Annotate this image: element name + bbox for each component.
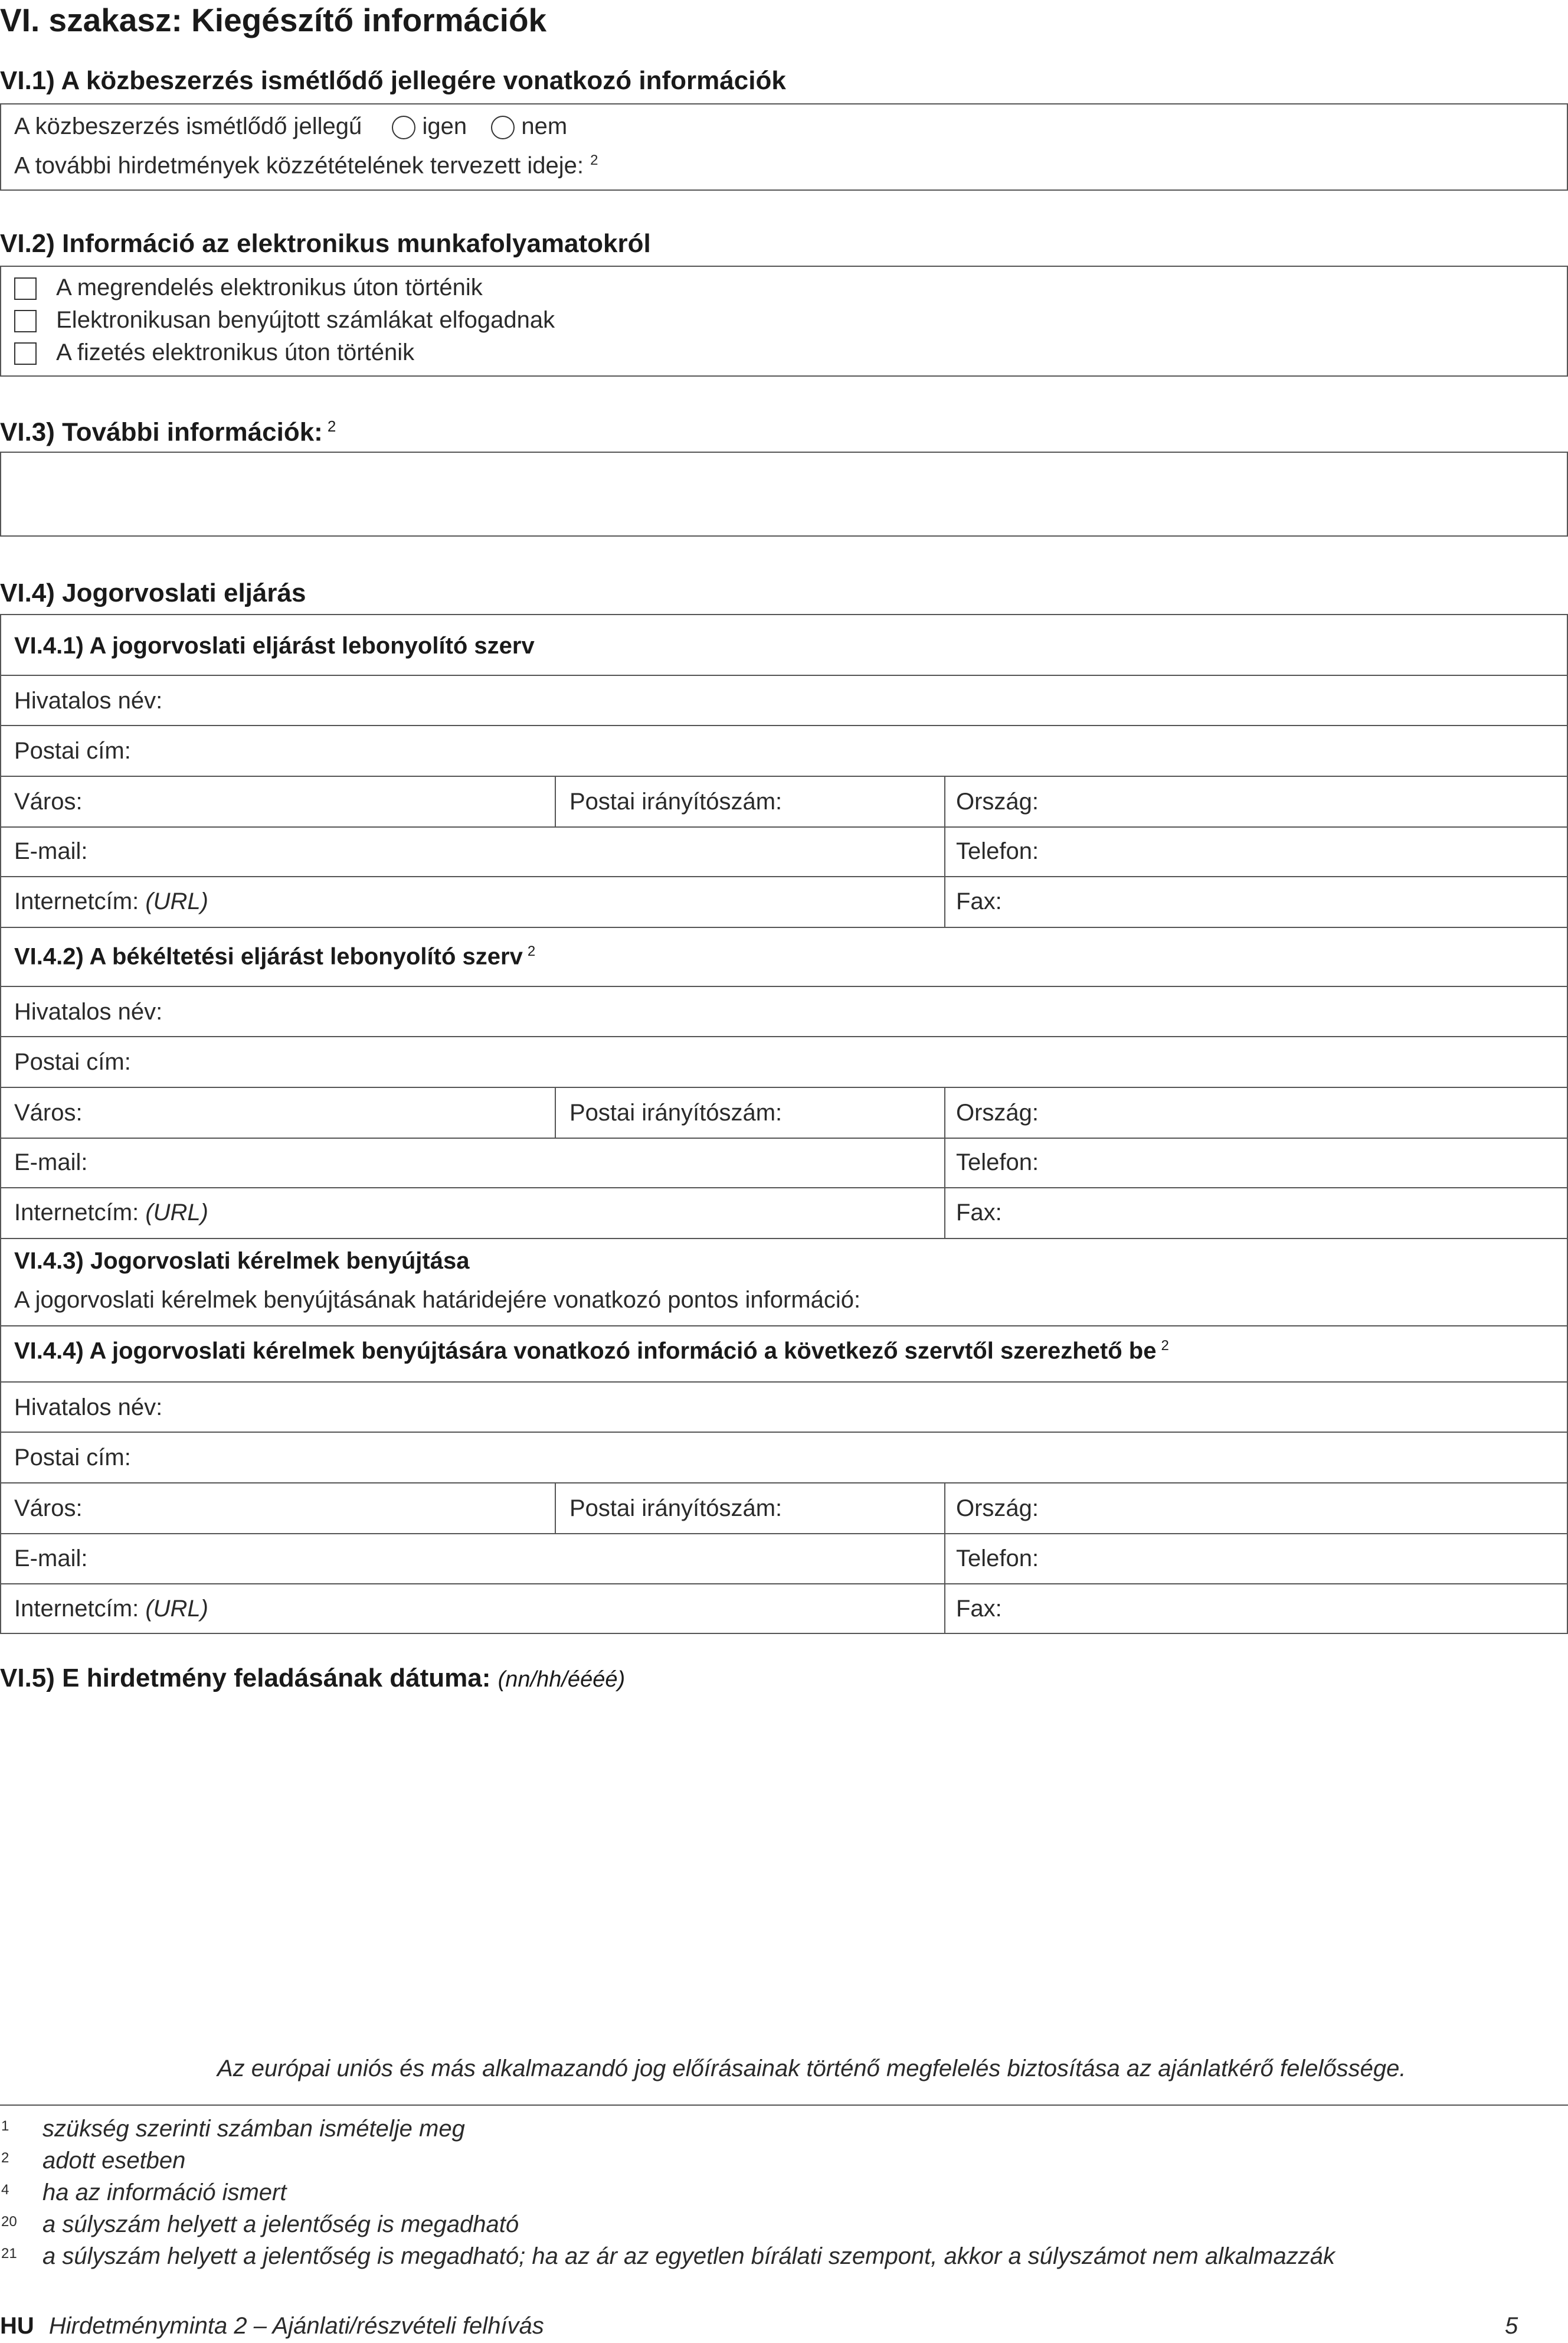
divider (944, 1482, 945, 1634)
vi3-heading-text: VI.3) További információk: (0, 417, 323, 447)
vi41-name: Hivatalos név: (14, 688, 163, 714)
vi42-url: (URL) (145, 1200, 208, 1226)
vi2-item-1 (14, 275, 483, 301)
vi44-fax: Fax: (956, 1596, 1002, 1622)
vi44-name: Hivatalos név: (14, 1394, 163, 1420)
vi42-city: Város: (14, 1100, 83, 1126)
section-title: VI. szakasz: Kiegészítő információk (0, 2, 547, 38)
footnote-4-text: ha az információ ismert (42, 2179, 287, 2205)
vi2-item-3 (14, 339, 414, 366)
page-footer (0, 2313, 544, 2339)
vi42-internet (14, 1200, 208, 1226)
footnote-21-num: 21 (1, 2246, 17, 2262)
vi41-title: VI.4.1) A jogorvoslati eljárást lebonyolító szerv (14, 633, 535, 659)
radio-yes[interactable] (392, 116, 415, 139)
vi42-title (14, 943, 535, 970)
divider (0, 876, 1568, 877)
footnote-2-text: adott esetben (42, 2148, 186, 2174)
vi2-item-2 (14, 307, 555, 334)
vi5-format: (nn/hh/éééé) (497, 1667, 626, 1692)
vi1-heading: VI.1) A közbeszerzés ismétlődő jellegére vonatkozó információk (0, 66, 786, 95)
vi2-item-3-label: A fizetés elektronikus úton történik (56, 339, 415, 365)
divider (944, 1087, 945, 1238)
vi44-city: Város: (14, 1495, 83, 1521)
recurrent-label: A közbeszerzés ismétlődő jellegű (14, 113, 362, 139)
checkbox-electronic-invoicing[interactable] (14, 310, 37, 332)
divider (0, 1138, 1568, 1139)
radio-no[interactable] (491, 116, 515, 139)
vi41-url: (URL) (145, 888, 208, 914)
divider (0, 776, 1568, 777)
vi42-postcode: Postai irányítószám: (569, 1100, 783, 1126)
divider (0, 1381, 1568, 1383)
further-notices-label: A további hirdetmények közzétételének tervezett ideje: (14, 152, 584, 179)
vi41-postcode: Postai irányítószám: (569, 789, 783, 815)
vi41-internet (14, 888, 208, 915)
vi3-sup: 2 (327, 417, 336, 435)
divider (0, 1238, 1568, 1239)
vi41-internet-label: Internetcím: (14, 888, 139, 914)
vi5-heading (0, 1664, 625, 1693)
divider (555, 1087, 556, 1138)
vi42-sup: 2 (527, 943, 536, 959)
vi41-address: Postai cím: (14, 738, 131, 764)
vi2-heading: VI.2) Információ az elektronikus munkafolyamatokról (0, 229, 651, 258)
disclaimer: Az európai uniós és más alkalmazandó jog előírásainak történő megfelelés biztosítása az ajánlatkérő felelőssége. (217, 2056, 1406, 2081)
divider (0, 1533, 1568, 1534)
divider (555, 1482, 556, 1533)
footer-doc-title: Hirdetményminta 2 – Ajánlati/részvételi felhívás (48, 2313, 544, 2339)
footnote-2-num: 2 (1, 2150, 9, 2166)
divider (0, 1432, 1568, 1433)
vi44-internet-label: Internetcím: (14, 1596, 139, 1622)
vi41-fax: Fax: (956, 888, 1002, 914)
vi44-title (14, 1338, 1169, 1364)
checkbox-electronic-payment[interactable] (14, 342, 37, 365)
vi44-country: Ország: (956, 1495, 1039, 1521)
vi42-fax: Fax: (956, 1200, 1002, 1226)
vi42-title-text: VI.4.2) A békéltetési eljárást lebonyolító szerv (14, 943, 523, 970)
further-notices-sup: 2 (590, 152, 598, 168)
footnote-1-num: 1 (1, 2118, 9, 2134)
vi41-city: Város: (14, 789, 83, 815)
vi42-internet-label: Internetcím: (14, 1200, 139, 1226)
divider (0, 826, 1568, 828)
vi44-sup: 2 (1161, 1338, 1169, 1354)
vi44-phone: Telefon: (956, 1545, 1039, 1571)
vi2-item-1-label: A megrendelés elektronikus úton történik (56, 275, 483, 300)
radio-yes-label: igen (422, 113, 467, 139)
vi3-heading (0, 417, 336, 447)
vi42-phone: Telefon: (956, 1149, 1039, 1175)
footnote-20-num: 20 (1, 2214, 17, 2230)
vi41-email: E-mail: (14, 838, 88, 864)
footnote-4-num: 4 (1, 2182, 9, 2198)
vi44-email: E-mail: (14, 1545, 88, 1571)
divider (0, 725, 1568, 726)
vi5-heading-text: VI.5) E hirdetmény feladásának dátuma: (0, 1664, 491, 1692)
divider (0, 1325, 1568, 1326)
vi44-url: (URL) (145, 1596, 208, 1622)
vi42-address: Postai cím: (14, 1049, 131, 1075)
divider (944, 776, 945, 927)
divider (0, 675, 1568, 676)
divider (0, 1036, 1568, 1037)
footnote-divider (0, 2105, 1568, 2106)
divider (0, 1187, 1568, 1188)
checkbox-electronic-ordering[interactable] (14, 277, 37, 300)
divider (0, 1482, 1568, 1483)
vi42-name: Hivatalos név: (14, 999, 163, 1025)
footer-lang: HU (0, 2313, 34, 2339)
footnote-1-text: szükség szerinti számban ismételje meg (42, 2116, 465, 2142)
divider (0, 927, 1568, 928)
divider (0, 1583, 1568, 1584)
vi44-postcode: Postai irányítószám: (569, 1495, 783, 1521)
vi2-item-2-label: Elektronikusan benyújtott számlákat elfogadnak (56, 307, 555, 333)
page-number: 5 (1505, 2313, 1518, 2339)
further-notices-row (14, 152, 598, 179)
vi4-heading: VI.4) Jogorvoslati eljárás (0, 579, 306, 607)
vi42-email: E-mail: (14, 1149, 88, 1175)
vi44-title-text: VI.4.4) A jogorvoslati kérelmek benyújtására vonatkozó információ a következő szervtől szerezhető be (14, 1338, 1157, 1364)
divider (0, 986, 1568, 987)
vi43-title: VI.4.3) Jogorvoslati kérelmek benyújtása (14, 1248, 470, 1274)
footnote-21-text: a súlyszám helyett a jelentőség is megadható; ha az ár az egyetlen bírálati szempont, akkor a súlyszámot nem alkalmazzák (42, 2243, 1335, 2269)
vi41-country: Ország: (956, 789, 1039, 815)
radio-no-label: nem (521, 113, 568, 139)
divider (0, 1087, 1568, 1088)
footnote-20-text: a súlyszám helyett a jelentőség is megadható (42, 2211, 519, 2237)
vi44-internet (14, 1596, 208, 1622)
vi44-address: Postai cím: (14, 1445, 131, 1470)
additional-info-field[interactable] (0, 452, 1568, 537)
vi1-recurrent-row (14, 113, 567, 140)
vi43-text: A jogorvoslati kérelmek benyújtásának határidejére vonatkozó pontos információ: (14, 1287, 861, 1313)
divider (555, 776, 556, 826)
vi4-box (0, 614, 1568, 1634)
vi42-country: Ország: (956, 1100, 1039, 1126)
vi41-phone: Telefon: (956, 838, 1039, 864)
